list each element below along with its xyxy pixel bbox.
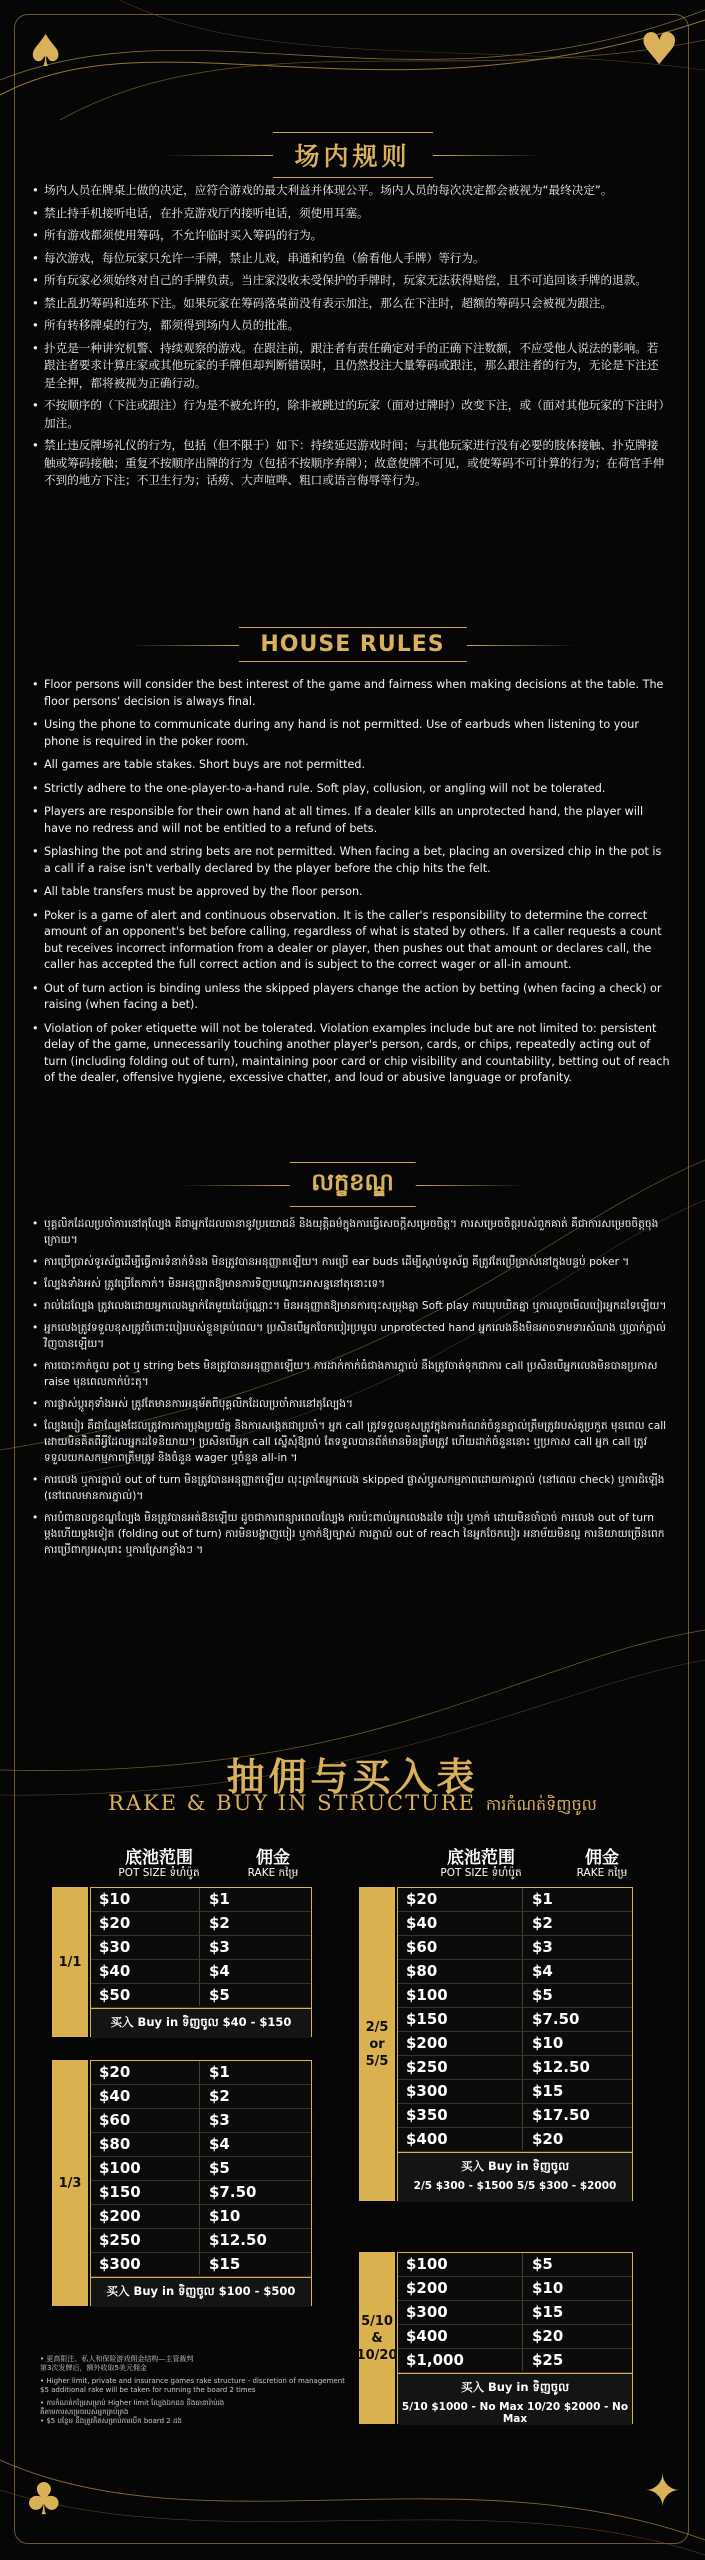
list-item: • ល្បែងទាំងអស់ ត្រូវប្រើតែកាក់។ មិនអនុញ្ញាតឱ្យមានការទិញបណ្តោះអាសន្ននៅតុនោះទេ។ xyxy=(32,1276,670,1292)
rake-title-en-text: RAKE & BUY IN STRUCTURE xyxy=(108,1791,476,1815)
buy-in-row xyxy=(398,2373,632,2425)
table-row xyxy=(398,1936,632,1960)
footnote: 第3次发牌后，额外收取5美元佣金 xyxy=(40,2364,147,2372)
en-title: HOUSE RULES xyxy=(260,632,445,657)
rake-table xyxy=(90,1887,312,2037)
list-item: • ល្បែងបៀរ គឺជាល្បែងដែលត្រូវការការប្រុងប្រយ័ត្ន និងការសង្កេតជាប្រចាំ។ អ្នក call ត្រូវទទួលខុសត្រូវក្នុងការកំណត់ចំនួនភ្នាល់ត្រឹមត្រូវរបស់គូប្រកួត មុនពេល call ដោយមិនគិតពីអ្វីដែលអ្នកដទៃនិយាយ។ ប្រសិនបើអ្នក call ស្នើសុំឱ្យរាប់ តែទទួលបានព័ត៌មានមិនត្រឹមត្រូវ ហើយដាក់ចំនួននោះ ឬប្រកាស call អ្នក call ត្រូវទទួលយកសកម្មភាពត្រឹមត្រូវ និងចំនួន wager ឬចំនួន all-in ។ xyxy=(32,1418,670,1466)
pot-size-cell: $200 xyxy=(99,2207,141,2225)
buy-in-label: 买入 Buy in ទិញចូល xyxy=(460,2159,570,2173)
left-pot-header-en: POT SIZE ទំហំប៉ូត xyxy=(118,1867,200,1879)
table-row xyxy=(398,1960,632,1984)
right-pot-header-en: POT SIZE ទំហំប៉ូត xyxy=(440,1867,522,1879)
list-item: • Using the phone to communicate during any hand is not permitted. Use of earbuds when listening to your phone is required in the poker room. xyxy=(32,717,670,750)
pot-size-cell: $300 xyxy=(406,2082,448,2100)
rake-cell: $15 xyxy=(532,2303,564,2321)
list-item: • អ្នកលេងត្រូវទទួលខុសត្រូវចំពោះបៀររបស់ខ្លួនគ្រប់ពេល។ ប្រសិនបើអ្នកចែកបៀរប្រមូល unprotected hand អ្នកលេងនឹងមិនអាចទាមទារសំណង ឬប្រាក់ភ្នាល់វិញបានឡើយ។ xyxy=(32,1320,670,1352)
rake-title-km: ការកំណត់ទិញចូល xyxy=(485,1795,597,1814)
pot-size-cell: $30 xyxy=(99,1938,131,1956)
rake-cell: $1 xyxy=(209,1890,230,1908)
left-rake-header-cn: 佣金 xyxy=(256,1848,290,1868)
table-row xyxy=(398,2349,632,2373)
pot-size-cell: $100 xyxy=(406,2255,448,2273)
pot-size-cell: $300 xyxy=(99,2255,141,2273)
rake-cell: $10 xyxy=(532,2279,564,2297)
left-pot-header-cn: 底池范围 xyxy=(125,1848,193,1868)
rake-cell: $15 xyxy=(532,2082,564,2100)
rake-table xyxy=(397,2252,633,2424)
buy-in-label: 买入 Buy in ទិញចូល xyxy=(460,2380,570,2394)
pot-size-cell: $400 xyxy=(406,2130,448,2148)
stakes-label: 2/5 or 5/5 xyxy=(359,1887,395,2201)
table-row xyxy=(91,1936,311,1960)
rake-cell: $4 xyxy=(209,2135,230,2153)
right-rake-header-en: RAKE កម្រៃ xyxy=(576,1867,628,1879)
buy-in-row xyxy=(91,2277,311,2307)
table-row xyxy=(91,1984,311,2008)
table-row xyxy=(398,2325,632,2349)
list-item: • 禁止乱扔筹码和连环下注。如果玩家在筹码落桌前没有表示加注，那么在下注时，超额的筹码只会被视为跟注。 xyxy=(32,295,670,313)
list-item: • 所有游戏都须使用筹码，不允许临时买入筹码的行为。 xyxy=(32,227,670,245)
pot-size-cell: $200 xyxy=(406,2279,448,2297)
table-row xyxy=(398,2056,632,2080)
list-item: • All games are table stakes. Short buys are not permitted. xyxy=(32,757,670,774)
en-title-box xyxy=(238,627,466,662)
pot-size-cell: $80 xyxy=(99,2135,131,2153)
rake-cell: $7.50 xyxy=(209,2183,257,2201)
pot-size-cell: $40 xyxy=(99,2087,131,2105)
rake-cell: $5 xyxy=(532,1986,553,2004)
pot-size-cell: $20 xyxy=(99,1914,131,1932)
rake-cell: $3 xyxy=(532,1938,553,1956)
list-item: • Violation of poker etiquette will not be tolerated. Violation examples include but are not limited to: persistent delay of the game, unnecessarily touching another player's person, cards, or chips, repeatedly acting out of turn (including folding out of turn), maintaining poor card or chip visibility and countability, betting out of reach of the dealer, offensive hygiene, excessive chatter, and loud or abusive language or profanity. xyxy=(32,1021,670,1087)
left-rake-header-en: RAKE កម្រៃ xyxy=(247,1867,299,1879)
footnote: • Higher limit, private and insurance games rake structure - discretion of management xyxy=(40,2377,345,2385)
km-title-box xyxy=(289,1162,416,1207)
list-item: • 所有玩家必须始终对自己的手牌负责。当庄家没收未受保护的手牌时，玩家无法获得赔偿，且不可追回该手牌的退款。 xyxy=(32,272,670,290)
table-row xyxy=(91,2085,311,2109)
table-row xyxy=(91,2061,311,2085)
rake-table xyxy=(90,2060,312,2306)
rake-table xyxy=(397,1887,633,2201)
pot-size-cell: $20 xyxy=(99,2063,131,2081)
stakes-label: 1/3 xyxy=(52,2060,88,2306)
pot-size-cell: $60 xyxy=(99,2111,131,2129)
table-row xyxy=(398,1912,632,1936)
footnotes xyxy=(40,2355,360,2426)
rake-title-en xyxy=(0,1791,705,1818)
rake-cell: $15 xyxy=(209,2255,241,2273)
pot-size-cell: $100 xyxy=(99,2159,141,2177)
list-item: • 禁止违反牌场礼仪的行为，包括（但不限于）如下：持续延迟游戏时间；与其他玩家进行没有必要的肢体接触、扑克牌接触或筹码接触；重复不按顺序出牌的行为（包括不按顺序弃牌）；故意使牌不可见，或使筹码不可计算的行为；在荷官手伸不到的地方下注；不卫生行为；话痨、大声喧哗、粗口或语言侮辱等行为。 xyxy=(32,437,670,490)
rake-cell: $2 xyxy=(532,1914,553,1932)
list-item: • Strictly adhere to the one-player-to-a-hand rule. Soft play, collusion, or angling will not be tolerated. xyxy=(32,781,670,798)
pot-size-cell: $250 xyxy=(99,2231,141,2249)
rake-cell: $1 xyxy=(532,1890,553,1908)
pot-size-cell: $350 xyxy=(406,2106,448,2124)
rake-cell: $12.50 xyxy=(209,2231,267,2249)
pot-size-cell: $300 xyxy=(406,2303,448,2321)
table-row xyxy=(91,2205,311,2229)
table-row xyxy=(91,2109,311,2133)
buy-in-range: 5/10 $1000 - No Max 10/20 $2000 - No Max xyxy=(401,2401,629,2425)
rake-cell: $1 xyxy=(209,2063,230,2081)
list-item: • បុគ្គលិកដែលប្រចាំការនៅតុល្បែង គឺជាអ្នកដែលធានានូវប្រយោជន៍ និងយុត្តិធម៌ក្នុងការធ្វើសេចក្តីសម្រេចចិត្ត។ ការសម្រេចចិត្តរបស់ពួកគាត់ គឺជាការសម្រេចចិត្តចុងក្រោយ។ xyxy=(32,1216,670,1248)
rake-cell: $3 xyxy=(209,1938,230,1956)
rake-cell: $17.50 xyxy=(532,2106,590,2124)
list-item: • 场内人员在牌桌上做的决定，应符合游戏的最大利益并体现公平。场内人员的每次决定都会被视为“最终决定”。 xyxy=(32,182,670,200)
list-item: • Players are responsible for their own hand at all times. If a dealer kills an unprotected hand, the player will have no redress and will not be entitled to a refund of bets. xyxy=(32,804,670,837)
table-row xyxy=(398,2104,632,2128)
list-item: • Out of turn action is binding unless the skipped players change the action by betting (when facing a check) or raising (when facing a bet). xyxy=(32,981,670,1014)
buy-in-row xyxy=(398,2152,632,2202)
table-row xyxy=(91,2133,311,2157)
table-row xyxy=(91,2253,311,2277)
rake-cell: $25 xyxy=(532,2351,564,2369)
pot-size-cell: $40 xyxy=(99,1962,131,1980)
footnote: • ការកំណត់កម្រៃសម្រាប់ Higher limit ល្បែងឯកជន និងធានារ៉ាប់រង xyxy=(40,2399,225,2407)
footnote: $5 additional rake will be taken for running the board 2 times xyxy=(40,2386,256,2394)
rake-cell: $10 xyxy=(209,2207,241,2225)
rake-cell: $5 xyxy=(209,2159,230,2177)
list-item: • ការបំពានលក្ខខណ្ឌល្បែង មិនត្រូវបានអត់ឱនឡើយ ដូចជាការពន្យារពេលល្បែង ការប៉ះពាល់អ្នកលេងដទៃ បៀរ ឬកាក់ ដោយមិនចាំបាច់ ការលេង out of turn ម្តងហើយម្តងទៀត (folding out of turn) ការមិនបង្ហាញបៀរ ឬកាក់ឱ្យច្បាស់ ការភ្នាល់ out of reach នៃអ្នកចែកបៀរ អនាម័យមិនល្អ ការនិយាយច្រើនពេក ការប្រើពាក្យអសុរោះ ឬការស្រែកខ្លាំងៗ ។ xyxy=(32,1510,670,1558)
list-item: • 扑克是一种讲究机警、持续观察的游戏。在跟注前，跟注者有责任确定对手的正确下注数额，不应受他人说法的影响。若跟注者要求计算庄家或其他玩家的手牌但却判断错误时，且仍然投注大量筹码或跟注，那么跟注者的行为，无论是下注还是全押，都将被视为正确行动。 xyxy=(32,340,670,393)
rake-cell: $20 xyxy=(532,2327,564,2345)
club-icon: ♣ xyxy=(24,2474,64,2525)
pot-size-cell: $1,000 xyxy=(406,2351,464,2369)
right-pot-header-cn: 底池范围 xyxy=(447,1848,515,1868)
list-item: • Floor persons will consider the best interest of the game and fairness when making decisions at the table. The floor persons' decision is always final. xyxy=(32,677,670,710)
pot-size-cell: $50 xyxy=(99,1986,131,2004)
rake-title-cn: 抽佣与买入表 xyxy=(226,1754,479,1799)
pot-size-cell: $400 xyxy=(406,2327,448,2345)
spade-icon: ♠ xyxy=(26,26,66,77)
footnote: គឺតាមការសម្រេចរបស់អ្នកគ្រប់គ្រង xyxy=(40,2408,129,2416)
table-row xyxy=(91,1960,311,1984)
table-row xyxy=(91,2229,311,2253)
table-row xyxy=(398,2032,632,2056)
pot-size-cell: $40 xyxy=(406,1914,438,1932)
pot-size-cell: $150 xyxy=(406,2010,448,2028)
cn-title: 场内规则 xyxy=(294,142,411,171)
list-item: • 禁止持手机接听电话，在扑克游戏厅内接听电话，须使用耳塞。 xyxy=(32,205,670,223)
table-row xyxy=(91,2181,311,2205)
table-row xyxy=(398,2253,632,2277)
stakes-label: 1/1 xyxy=(52,1887,88,2037)
table-row xyxy=(398,2128,632,2152)
heart-icon: ♥ xyxy=(639,24,679,75)
rake-cell: $2 xyxy=(209,1914,230,1932)
table-row xyxy=(398,1888,632,1912)
table-row xyxy=(398,2080,632,2104)
pot-size-cell: $100 xyxy=(406,1986,448,2004)
footnote: • $5 បន្ថែម នឹងត្រូវគិតសម្រាប់ការបើក board 2 ដង xyxy=(40,2417,182,2425)
list-item: • 所有转移牌桌的行为，都须得到场内人员的批准。 xyxy=(32,317,670,335)
pot-size-cell: $20 xyxy=(406,1890,438,1908)
pot-size-cell: $250 xyxy=(406,2058,448,2076)
buy-in-label: 买入 Buy in ទិញចូល $40 - $150 xyxy=(110,2015,292,2029)
cn-rules-list xyxy=(32,182,670,495)
en-rules-list xyxy=(32,677,670,1094)
rake-cell: $5 xyxy=(532,2255,553,2273)
rake-cell: $7.50 xyxy=(532,2010,580,2028)
rake-cell: $4 xyxy=(209,1962,230,1980)
rake-cell: $5 xyxy=(209,1986,230,2004)
cn-title-box xyxy=(272,132,432,178)
table-row xyxy=(398,2277,632,2301)
list-item: • Splashing the pot and string bets are not permitted. When facing a bet, placing an oversized chip in the pot is a call if a raise isn't verbally declared by the player before the chip hits the felt. xyxy=(32,844,670,877)
pot-size-cell: $200 xyxy=(406,2034,448,2052)
list-item: • Poker is a game of alert and continuous observation. It is the caller's responsibility to determine the correct amount of an opponent's bet before calling, regardless of what is stated by others. If a caller requests a count but receives incorrect information from a dealer or player, then pushes out that amount or declares call, the caller has accepted the full correct action and is subject to the correct wager or all-in amount. xyxy=(32,908,670,974)
list-item: • 每次游戏，每位玩家只允许一手牌，禁止儿戏，串通和钓鱼（偷看他人手牌）等行为。 xyxy=(32,250,670,268)
diamond-icon: ✦ xyxy=(644,2466,681,2517)
pot-size-cell: $10 xyxy=(99,1890,131,1908)
list-item: • ការបោះកាក់ចូល pot ឬ string bets មិនត្រូវបានអនុញ្ញាតឡើយ។ ការដាក់កាក់ធំជាងការភ្នាល់ នឹងត្រូវចាត់ទុកជាការ call ប្រសិនបើអ្នកលេងមិនបានប្រកាស raise មុនពេលកាក់ប៉ះតុ។ xyxy=(32,1358,670,1390)
list-item: • All table transfers must be approved by the floor person. xyxy=(32,884,670,901)
list-item: • 不按顺序的（下注或跟注）行为是不被允许的，除非被跳过的玩家（面对过牌时）改变下注，或（面对其他玩家的下注时）加注。 xyxy=(32,397,670,432)
buy-in-range: 2/5 $300 - $1500 5/5 $300 - $2000 xyxy=(413,2180,617,2192)
list-item: • ការប្រើប្រាស់ទូរស័ព្ទដើម្បីធ្វើការទំនាក់ទំនង មិនត្រូវបានអនុញ្ញាតឡើយ។ ការប្រើ ear buds ដើម្បីស្តាប់ទូរស័ព្ទ គឺត្រូវតែប្រើប្រាស់នៅក្នុងបន្ទប់ poker ។ xyxy=(32,1254,670,1270)
rake-cell: $4 xyxy=(532,1962,553,1980)
list-item: • ការផ្លាស់ប្តូរតុទាំងអស់ ត្រូវតែមានការអនុម័តពីបុគ្គលិកដែលប្រចាំការនៅតុល្បែង។ xyxy=(32,1396,670,1412)
table-row xyxy=(398,1984,632,2008)
pot-size-cell: $60 xyxy=(406,1938,438,1956)
km-rules-list xyxy=(32,1216,670,1564)
rake-cell: $12.50 xyxy=(532,2058,590,2076)
rake-cell: $10 xyxy=(532,2034,564,2052)
table-row xyxy=(91,1912,311,1936)
table-row xyxy=(398,2008,632,2032)
right-rake-header-cn: 佣金 xyxy=(585,1848,619,1868)
buy-in-row xyxy=(91,2008,311,2038)
pot-size-cell: $80 xyxy=(406,1962,438,1980)
list-item: • រាល់ដៃល្បែង ត្រូវលេងដោយអ្នកលេងម្នាក់តែមួយដៃប៉ុណ្ណោះ។ មិនអនុញ្ញាតឱ្យមានការចុះសម្រុងគ្នា Soft play ការឃុបឃិតគ្នា ឬការលួចមើលបៀរអ្នកដទៃឡើយ។ xyxy=(32,1298,670,1314)
rake-cell: $2 xyxy=(209,2087,230,2105)
buy-in-label: 买入 Buy in ទិញចូល $100 - $500 xyxy=(106,2284,296,2298)
footnote: • 更高限注、私人和保险游戏佣金结构—主管裁判 xyxy=(40,2355,194,2363)
rake-cell: $3 xyxy=(209,2111,230,2129)
table-row xyxy=(398,2301,632,2325)
rake-cell: $20 xyxy=(532,2130,564,2148)
table-row xyxy=(91,2157,311,2181)
pot-size-cell: $150 xyxy=(99,2183,141,2201)
stakes-label: 5/10 & 10/20 xyxy=(359,2252,395,2424)
km-title: លក្ខខណ្ឌ xyxy=(311,1168,394,1196)
list-item: • ការលេង ឬការភ្នាល់ out of turn មិនត្រូវបានអនុញ្ញាតឡើយ លុះត្រាតែអ្នកលេង skipped ផ្លាស់ប្តូរសកម្មភាពដោយការភ្នាល់ (នៅពេល check) ឬការដំឡើង (នៅពេលមានការភ្នាល់)។ xyxy=(32,1472,670,1504)
table-row xyxy=(91,1888,311,1912)
